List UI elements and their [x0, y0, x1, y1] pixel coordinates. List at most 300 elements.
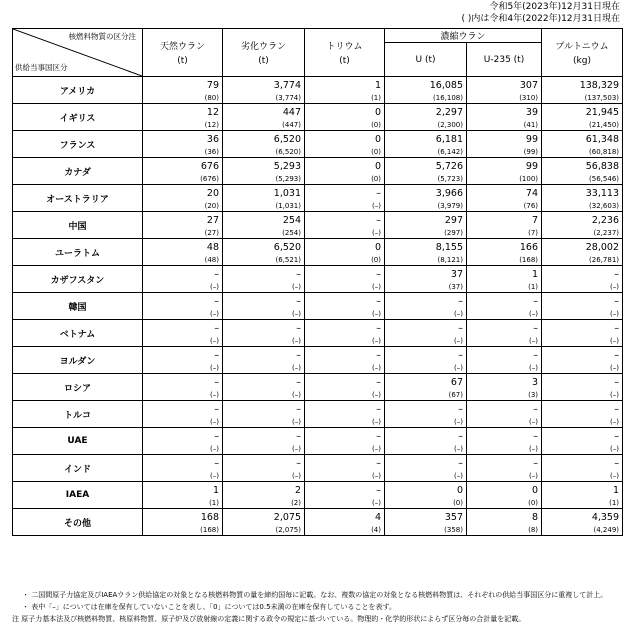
- cell-thorium: [305, 266, 385, 293]
- value-2023: 2,236: [591, 215, 620, 226]
- value-2023: 27: [206, 215, 219, 226]
- value-2022: (20): [204, 202, 219, 210]
- cell-natural-uranium: [143, 266, 223, 293]
- value-2023: 2: [294, 485, 301, 496]
- value-2023: –: [614, 377, 620, 388]
- supplier-country-label: 供給当事国区分: [15, 63, 68, 72]
- cell-depleted-uranium: [223, 428, 305, 455]
- value-2023: –: [376, 431, 381, 442]
- value-2023: 6,520: [273, 242, 301, 253]
- col-enriched-uranium: 濃縮ウラン: [385, 29, 542, 43]
- value-2023: –: [614, 458, 620, 469]
- cell-plutonium: [542, 239, 623, 266]
- value-2022: (56,546): [589, 175, 620, 183]
- value-2023: –: [214, 296, 219, 307]
- cell-enriched-u: [385, 239, 467, 266]
- value-2023: 56,838: [585, 161, 620, 172]
- value-2022: (–): [454, 337, 463, 345]
- value-2023: 21,945: [585, 107, 620, 118]
- value-2022: (0): [371, 121, 381, 129]
- value-2022: (21,450): [589, 121, 620, 129]
- value-2023: 0: [456, 485, 463, 496]
- value-2022: (–): [610, 472, 620, 480]
- value-2023: 0: [374, 134, 381, 145]
- cell-plutonium: [542, 374, 623, 401]
- cell-enriched-u: [385, 266, 467, 293]
- value-2023: 1: [531, 269, 539, 280]
- value-2023: –: [458, 296, 463, 307]
- cell-enriched-u235: [467, 212, 542, 239]
- value-2023: 16,085: [429, 80, 463, 91]
- value-2023: –: [376, 323, 381, 334]
- value-2023: 2,075: [273, 512, 301, 523]
- value-2023: 307: [519, 80, 539, 91]
- value-2022: (–): [529, 445, 539, 453]
- value-2023: 1: [212, 485, 219, 496]
- cell-depleted-uranium: [223, 293, 305, 320]
- cell-enriched-u: [385, 293, 467, 320]
- value-2023: 0: [374, 107, 381, 118]
- value-2022: (1): [609, 499, 620, 507]
- value-2023: 0: [374, 242, 381, 253]
- value-2022: (–): [529, 472, 539, 480]
- cell-depleted-uranium: [223, 239, 305, 266]
- cell-natural-uranium: [143, 455, 223, 482]
- value-2023: 138,329: [579, 80, 620, 91]
- table-row: [13, 482, 623, 509]
- value-2022: (–): [372, 364, 381, 372]
- cell-plutonium: [542, 455, 623, 482]
- value-2023: –: [296, 269, 301, 280]
- country-name: 中国: [13, 212, 143, 239]
- cell-depleted-uranium: [223, 185, 305, 212]
- value-2022: (0): [371, 175, 381, 183]
- value-2023: –: [296, 458, 301, 469]
- cell-enriched-u: [385, 104, 467, 131]
- value-2022: (–): [610, 391, 620, 399]
- value-2022: (2,075): [275, 526, 301, 534]
- cell-plutonium: [542, 482, 623, 509]
- cell-enriched-u235: [467, 77, 542, 104]
- value-2022: (16,108): [433, 94, 463, 102]
- value-2022: (168): [200, 526, 219, 534]
- col-enriched-u: U (t): [385, 43, 467, 77]
- value-2022: (–): [210, 391, 219, 399]
- value-2022: (–): [529, 418, 539, 426]
- value-2022: (36): [204, 148, 219, 156]
- value-2023: –: [614, 431, 620, 442]
- value-2022: (8): [528, 526, 539, 534]
- value-2023: –: [533, 431, 539, 442]
- value-2022: (–): [372, 472, 381, 480]
- value-2023: 0: [374, 161, 381, 172]
- value-2023: 37: [450, 269, 463, 280]
- value-2023: 12: [206, 107, 219, 118]
- cell-enriched-u: [385, 509, 467, 536]
- table-row: [13, 320, 623, 347]
- value-2022: (6,142): [437, 148, 463, 156]
- value-2022: (–): [292, 364, 301, 372]
- value-2022: (–): [610, 283, 620, 291]
- value-2022: (6,520): [275, 148, 301, 156]
- cell-enriched-u235: [467, 428, 542, 455]
- value-2022: (676): [200, 175, 219, 183]
- value-2023: 3,966: [435, 188, 463, 199]
- cell-natural-uranium: [143, 401, 223, 428]
- table-row: [13, 293, 623, 320]
- value-2022: (–): [210, 364, 219, 372]
- value-2023: 2,297: [435, 107, 463, 118]
- value-2022: (2,237): [593, 229, 620, 237]
- value-2022: (2): [291, 499, 301, 507]
- country-name: 韓国: [13, 293, 143, 320]
- country-name: ベトナム: [13, 320, 143, 347]
- value-2022: (–): [292, 310, 301, 318]
- country-name: カザフスタン: [13, 266, 143, 293]
- value-2022: (–): [454, 445, 463, 453]
- value-2022: (447): [282, 121, 301, 129]
- col-thorium: トリウム (t): [305, 29, 385, 77]
- cell-plutonium: [542, 293, 623, 320]
- value-2022: (254): [282, 229, 301, 237]
- cell-plutonium: [542, 320, 623, 347]
- value-2023: 61,348: [585, 134, 620, 145]
- value-2023: 1,031: [273, 188, 301, 199]
- cell-enriched-u235: [467, 320, 542, 347]
- value-2022: (0): [453, 499, 463, 507]
- value-2023: –: [296, 323, 301, 334]
- cell-depleted-uranium: [223, 158, 305, 185]
- value-2022: (5,293): [275, 175, 301, 183]
- country-name: ユーラトム: [13, 239, 143, 266]
- value-2022: (41): [523, 121, 539, 129]
- table-row: [13, 212, 623, 239]
- value-2022: (–): [454, 472, 463, 480]
- cell-plutonium: [542, 509, 623, 536]
- value-2023: 6,520: [273, 134, 301, 145]
- value-2023: –: [214, 404, 219, 415]
- value-2022: (–): [372, 418, 381, 426]
- value-2022: (–): [454, 364, 463, 372]
- cell-depleted-uranium: [223, 104, 305, 131]
- cell-thorium: [305, 239, 385, 266]
- value-2022: (–): [372, 310, 381, 318]
- cell-thorium: [305, 401, 385, 428]
- value-2023: 5,726: [435, 161, 463, 172]
- value-2022: (–): [210, 310, 219, 318]
- cell-natural-uranium: [143, 428, 223, 455]
- value-2023: 3,774: [273, 80, 301, 91]
- cell-enriched-u: [385, 401, 467, 428]
- cell-thorium: [305, 320, 385, 347]
- value-2022: (–): [372, 445, 381, 453]
- value-2022: (137,503): [584, 94, 620, 102]
- cell-enriched-u: [385, 347, 467, 374]
- value-2022: (2,300): [437, 121, 463, 129]
- value-2023: –: [376, 350, 381, 361]
- cell-enriched-u235: [467, 104, 542, 131]
- value-2022: (–): [529, 364, 539, 372]
- cell-enriched-u235: [467, 374, 542, 401]
- value-2023: 254: [282, 215, 301, 226]
- value-2022: (–): [372, 391, 381, 399]
- value-2022: (–): [372, 499, 381, 507]
- table-row: [13, 455, 623, 482]
- country-name: オーストラリア: [13, 185, 143, 212]
- cell-natural-uranium: [143, 374, 223, 401]
- value-2022: (–): [372, 202, 381, 210]
- cell-thorium: [305, 77, 385, 104]
- value-2022: (–): [610, 337, 620, 345]
- value-2023: 99: [525, 161, 539, 172]
- table-row: [13, 239, 623, 266]
- value-2022: (5,723): [437, 175, 463, 183]
- value-2023: 6,181: [435, 134, 463, 145]
- value-2023: 1: [374, 80, 381, 91]
- value-2022: (–): [210, 337, 219, 345]
- cell-thorium: [305, 104, 385, 131]
- cell-thorium: [305, 131, 385, 158]
- value-2023: 33,113: [585, 188, 620, 199]
- cell-depleted-uranium: [223, 455, 305, 482]
- value-2022: (–): [292, 445, 301, 453]
- value-2023: –: [296, 377, 301, 388]
- value-2023: 20: [206, 188, 219, 199]
- value-2022: (–): [372, 229, 381, 237]
- value-2023: 67: [450, 377, 463, 388]
- value-2023: –: [376, 296, 381, 307]
- value-2023: –: [614, 296, 620, 307]
- country-name: IAEA: [13, 482, 143, 509]
- col-depleted-uranium: 劣化ウラン (t): [223, 29, 305, 77]
- cell-plutonium: [542, 266, 623, 293]
- value-2022: (48): [204, 256, 219, 264]
- value-2023: –: [614, 269, 620, 280]
- cell-plutonium: [542, 104, 623, 131]
- value-2022: (100): [519, 175, 539, 183]
- cell-natural-uranium: [143, 320, 223, 347]
- cell-depleted-uranium: [223, 266, 305, 293]
- value-2023: 676: [200, 161, 219, 172]
- cell-enriched-u: [385, 320, 467, 347]
- col-enriched-u235: U-235 (t): [467, 43, 542, 77]
- value-2023: –: [458, 431, 463, 442]
- table-row: [13, 401, 623, 428]
- value-2022: (0): [371, 148, 381, 156]
- cell-depleted-uranium: [223, 212, 305, 239]
- value-2023: –: [214, 458, 219, 469]
- previous-year-note: ( )内は令和4年(2022年)12月31日現在: [461, 14, 620, 24]
- value-2023: –: [376, 188, 381, 199]
- cell-natural-uranium: [143, 293, 223, 320]
- cell-plutonium: [542, 347, 623, 374]
- value-2023: 1: [612, 485, 620, 496]
- value-2023: –: [533, 404, 539, 415]
- value-2022: (–): [454, 418, 463, 426]
- country-name: トルコ: [13, 401, 143, 428]
- table-row: [13, 347, 623, 374]
- country-name: ロシア: [13, 374, 143, 401]
- cell-enriched-u235: [467, 347, 542, 374]
- country-name: カナダ: [13, 158, 143, 185]
- cell-natural-uranium: [143, 239, 223, 266]
- value-2022: (–): [610, 445, 620, 453]
- cell-natural-uranium: [143, 77, 223, 104]
- value-2023: –: [296, 431, 301, 442]
- value-2022: (32,603): [589, 202, 620, 210]
- value-2022: (76): [523, 202, 539, 210]
- value-2023: 166: [519, 242, 539, 253]
- table-row: [13, 77, 623, 104]
- cell-enriched-u235: [467, 293, 542, 320]
- value-2023: 297: [444, 215, 463, 226]
- table-row: [13, 104, 623, 131]
- table-row: [13, 428, 623, 455]
- cell-plutonium: [542, 77, 623, 104]
- value-2023: –: [533, 350, 539, 361]
- value-2022: (1): [209, 499, 219, 507]
- value-2022: (37): [448, 283, 463, 291]
- value-2022: (–): [372, 283, 381, 291]
- value-2023: –: [614, 404, 620, 415]
- value-2023: 79: [206, 80, 219, 91]
- cell-enriched-u: [385, 158, 467, 185]
- value-2023: 8,155: [435, 242, 463, 253]
- value-2023: 168: [200, 512, 219, 523]
- cell-depleted-uranium: [223, 320, 305, 347]
- header-row: [13, 29, 623, 43]
- cell-natural-uranium: [143, 482, 223, 509]
- value-2023: 0: [531, 485, 539, 496]
- value-2023: –: [458, 350, 463, 361]
- cell-enriched-u235: [467, 401, 542, 428]
- value-2022: (4,249): [593, 526, 620, 534]
- value-2022: (297): [444, 229, 463, 237]
- value-2022: (4): [371, 526, 381, 534]
- cell-plutonium: [542, 185, 623, 212]
- cell-natural-uranium: [143, 347, 223, 374]
- value-2022: (–): [210, 472, 219, 480]
- value-2023: 4,359: [591, 512, 620, 523]
- value-2023: –: [376, 269, 381, 280]
- cell-depleted-uranium: [223, 401, 305, 428]
- value-2023: 39: [525, 107, 539, 118]
- value-2023: –: [458, 323, 463, 334]
- cell-natural-uranium: [143, 158, 223, 185]
- value-2023: 99: [525, 134, 539, 145]
- value-2023: –: [296, 404, 301, 415]
- cell-enriched-u: [385, 455, 467, 482]
- value-2022: (–): [610, 310, 620, 318]
- table-row: [13, 185, 623, 212]
- value-2023: –: [376, 485, 381, 496]
- value-2022: (–): [210, 418, 219, 426]
- value-2023: –: [214, 350, 219, 361]
- col-natural-uranium: 天然ウラン (t): [143, 29, 223, 77]
- report-date: 令和5年(2023年)12月31日現在: [489, 2, 620, 12]
- table-row: [13, 158, 623, 185]
- cell-enriched-u235: [467, 482, 542, 509]
- country-name: フランス: [13, 131, 143, 158]
- cell-depleted-uranium: [223, 374, 305, 401]
- cell-natural-uranium: [143, 104, 223, 131]
- cell-plutonium: [542, 428, 623, 455]
- value-2022: (358): [444, 526, 463, 534]
- cell-enriched-u: [385, 77, 467, 104]
- value-2023: 28,002: [585, 242, 620, 253]
- country-name: ヨルダン: [13, 347, 143, 374]
- value-2023: –: [458, 458, 463, 469]
- value-2022: (67): [448, 391, 463, 399]
- value-2023: –: [214, 323, 219, 334]
- value-2023: –: [296, 350, 301, 361]
- value-2023: –: [458, 404, 463, 415]
- cell-depleted-uranium: [223, 347, 305, 374]
- cell-enriched-u: [385, 131, 467, 158]
- value-2022: (3,774): [275, 94, 301, 102]
- country-name: イギリス: [13, 104, 143, 131]
- cell-thorium: [305, 185, 385, 212]
- value-2022: (–): [529, 310, 539, 318]
- cell-enriched-u: [385, 482, 467, 509]
- cell-thorium: [305, 293, 385, 320]
- cell-depleted-uranium: [223, 77, 305, 104]
- value-2022: (–): [372, 337, 381, 345]
- table-row: [13, 374, 623, 401]
- value-2022: (1,031): [275, 202, 301, 210]
- value-2022: (168): [519, 256, 539, 264]
- value-2022: (0): [371, 256, 381, 264]
- value-2023: 7: [531, 215, 539, 226]
- table-row: [13, 509, 623, 536]
- value-2023: 74: [525, 188, 539, 199]
- value-2023: –: [533, 296, 539, 307]
- value-2023: –: [614, 323, 620, 334]
- cell-enriched-u235: [467, 239, 542, 266]
- value-2023: –: [214, 431, 219, 442]
- cell-thorium: [305, 455, 385, 482]
- footnote-2: ・ 表中「–」については在庫を保有していないことを表し、「0」については0.5未満の在庫を保有していることを表す。: [22, 603, 396, 611]
- cell-thorium: [305, 212, 385, 239]
- value-2022: (–): [292, 418, 301, 426]
- value-2023: –: [376, 404, 381, 415]
- value-2022: (60,818): [589, 148, 620, 156]
- value-2022: (3): [528, 391, 539, 399]
- cell-natural-uranium: [143, 131, 223, 158]
- cell-enriched-u235: [467, 158, 542, 185]
- value-2023: 447: [282, 107, 301, 118]
- value-2022: (12): [204, 121, 219, 129]
- cell-enriched-u235: [467, 131, 542, 158]
- value-2023: –: [533, 458, 539, 469]
- value-2023: –: [376, 215, 381, 226]
- cell-depleted-uranium: [223, 482, 305, 509]
- value-2023: 357: [444, 512, 463, 523]
- cell-plutonium: [542, 158, 623, 185]
- value-2022: (3,979): [437, 202, 463, 210]
- table-row: [13, 266, 623, 293]
- cell-thorium: [305, 509, 385, 536]
- value-2022: (–): [610, 418, 620, 426]
- value-2023: 4: [374, 512, 381, 523]
- country-name: アメリカ: [13, 77, 143, 104]
- cell-enriched-u235: [467, 455, 542, 482]
- cell-natural-uranium: [143, 212, 223, 239]
- table-row: [13, 131, 623, 158]
- cell-thorium: [305, 482, 385, 509]
- value-2022: (99): [523, 148, 539, 156]
- value-2022: (–): [292, 283, 301, 291]
